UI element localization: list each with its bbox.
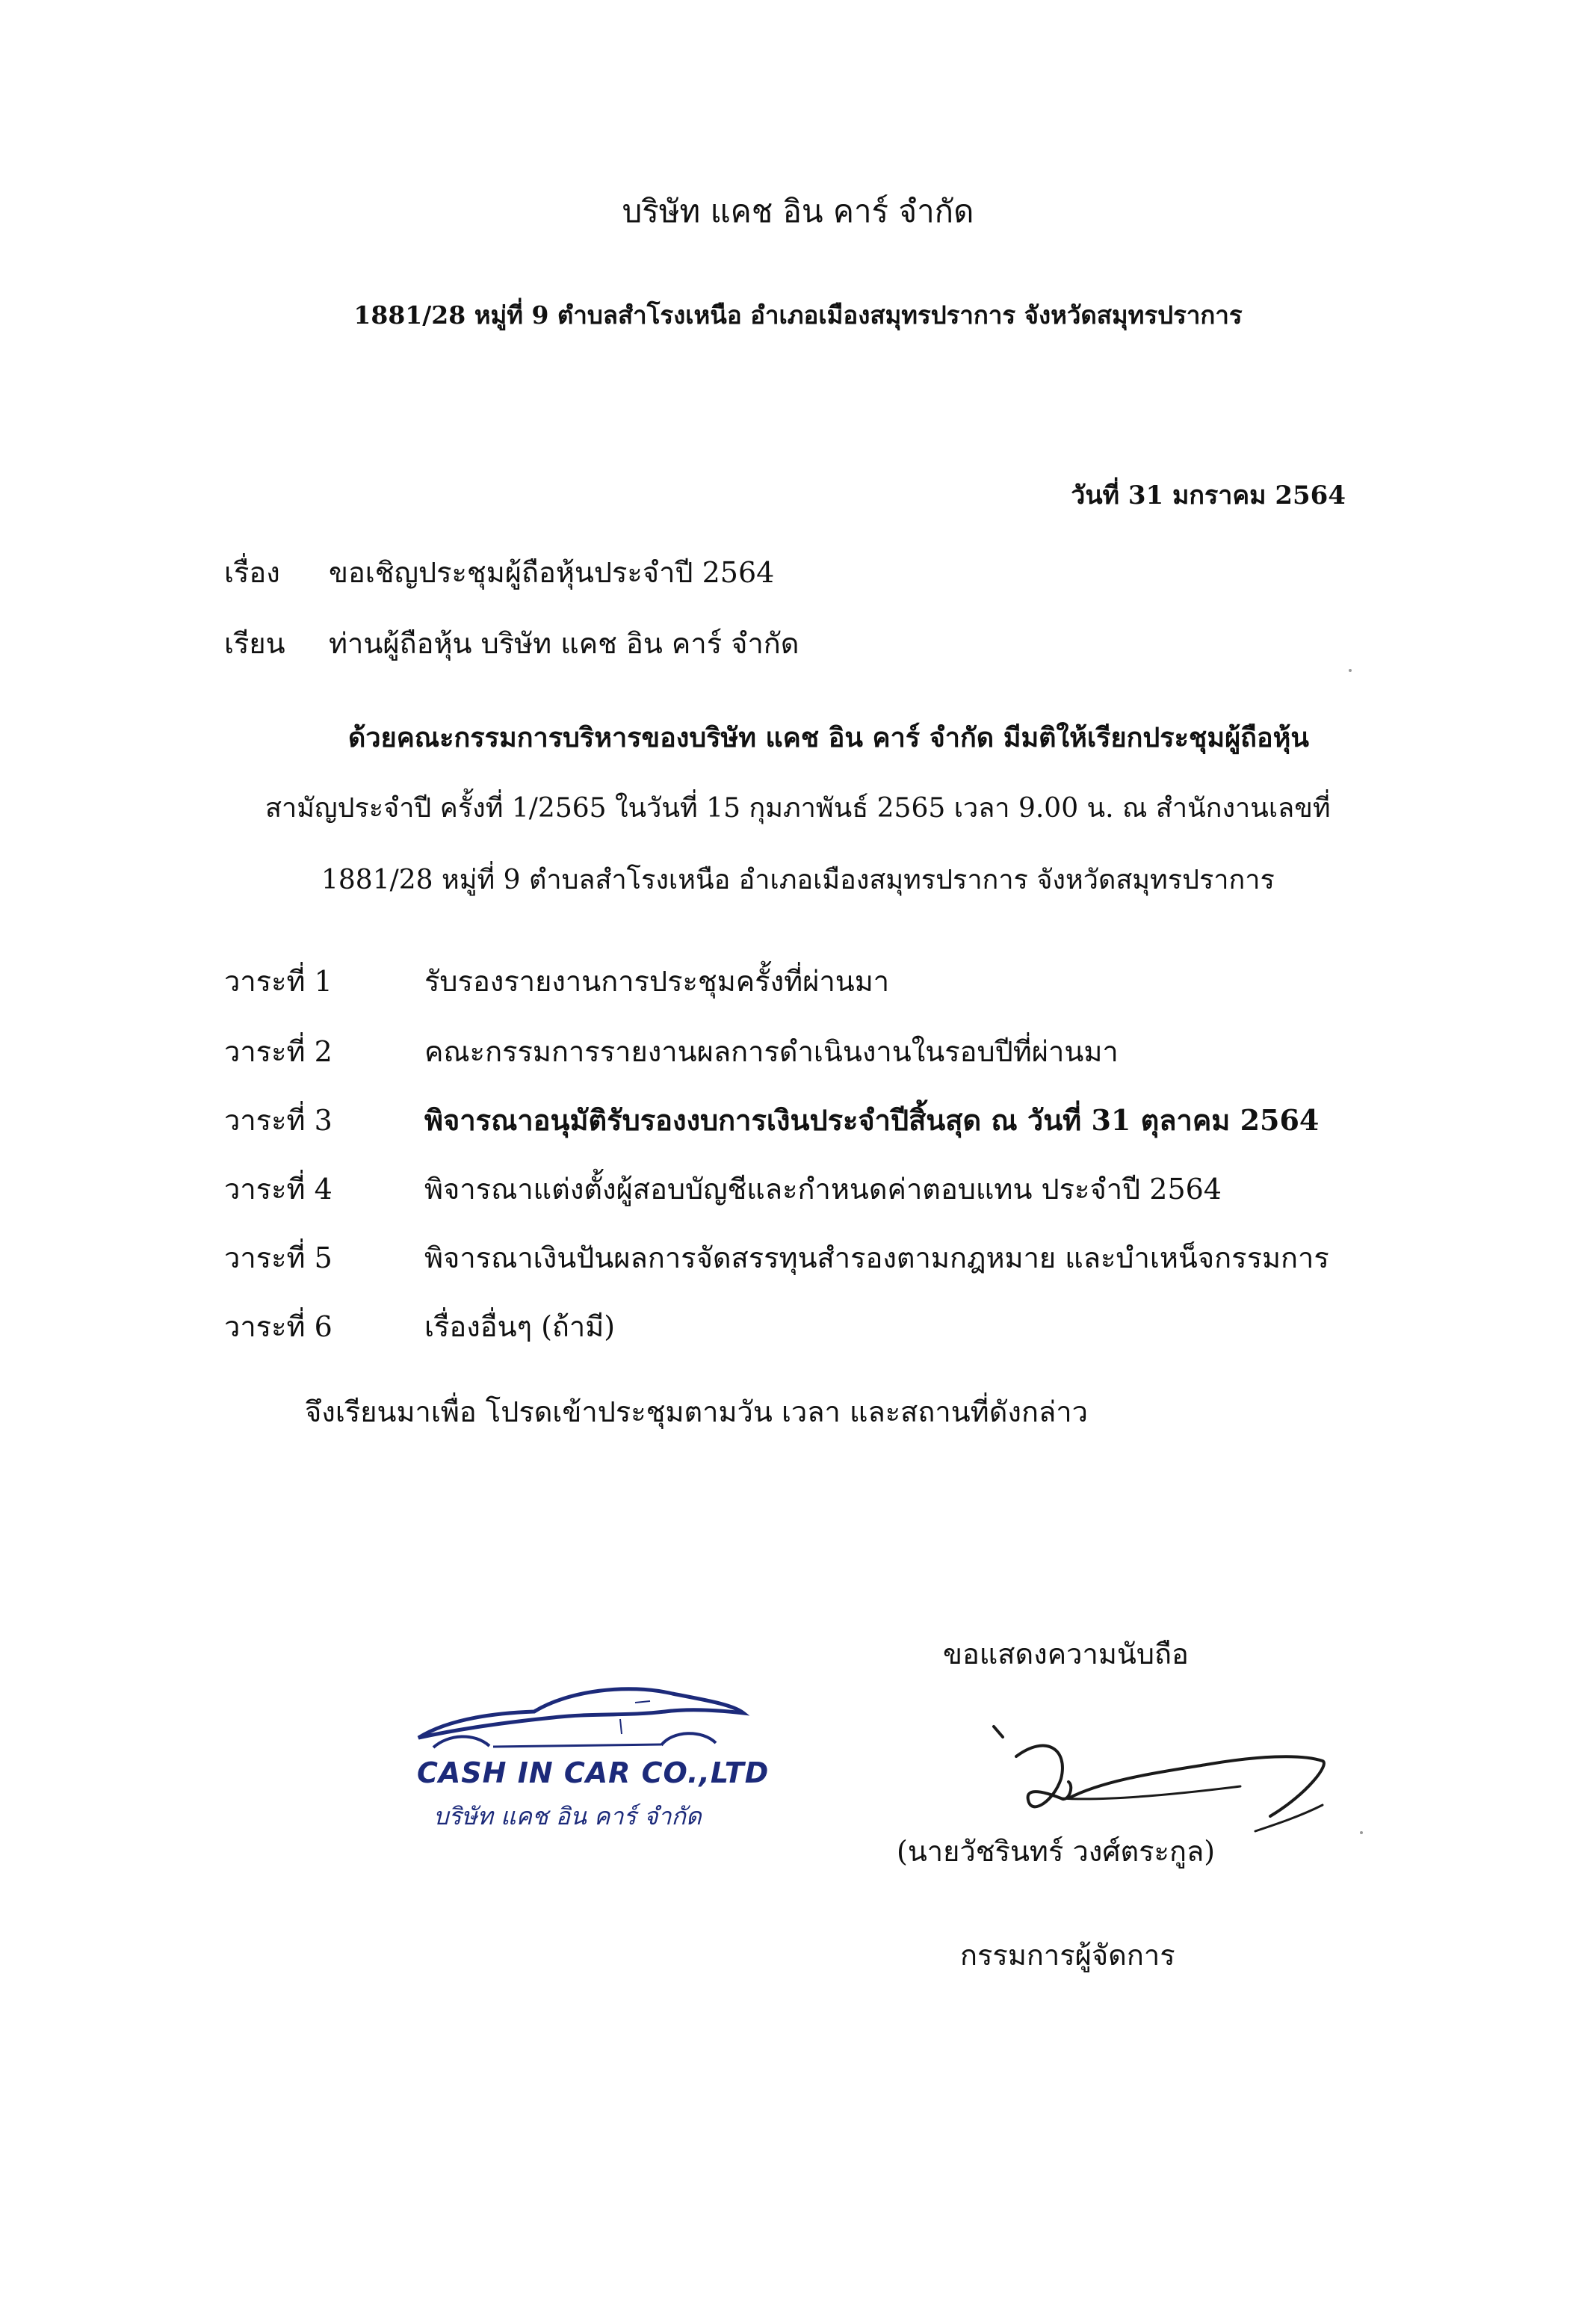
agenda-text: คณะกรรมการรายงานผลการดำเนินงานในรอบปีที่ผ่านมา [424,1035,1119,1068]
regards-text: ขอแสดงความนับถือ [943,1638,1189,1670]
scan-speck [1360,1831,1363,1834]
logo-subtitle: บริษัท แคช อิน คาร์ จำกัด [433,1802,702,1830]
logo-title: CASH IN CAR CO.,LTD [417,1756,770,1789]
subject-label: เรื่อง [224,556,280,589]
company-name: บริษัท แคช อิน คาร์ จำกัด [622,193,974,229]
agenda-label: วาระที่ 1 [224,965,332,998]
agenda-label: วาระที่ 5 [224,1241,332,1274]
signer-position: กรรมการผู้จัดการ [960,1939,1175,1972]
signer-name: (นายวัชรินทร์ วงศ์ตระกูล) [897,1835,1216,1868]
closing-line: จึงเรียนมาเพื่อ โปรดเข้าประชุมตามวัน เวลา และสถานที่ดังกล่าว [305,1395,1088,1428]
agenda-text: รับรองรายงานการประชุมครั้งที่ผ่านมา [424,965,890,998]
scan-speck [1349,669,1352,672]
body-line-1: ด้วยคณะกรรมการบริหารของบริษัท แคช อิน คาร์ จำกัด มีมติให้เรียกประชุมผู้ถือหุ้น [348,722,1309,753]
body-line-3: 1881/28 หมู่ที่ 9 ตำบลสำโรงเหนือ อำเภอเมืองสมุทรปราการ จังหวัดสมุทรปราการ [321,865,1275,895]
agenda-text: พิจารณาแต่งตั้งผู้สอบบัญชีและกำหนดค่าตอบแทน ประจำปี 2564 [424,1173,1222,1206]
subject-text: ขอเชิญประชุมผู้ถือหุ้นประจำปี 2564 [329,556,775,589]
agenda-text: พิจารณาอนุมัติรับรองงบการเงินประจำปีสิ้นสุด ณ วันที่ 31 ตุลาคม 2564 [424,1103,1320,1137]
company-logo [403,1674,770,1846]
agenda-label: วาระที่ 4 [224,1173,332,1206]
agenda-label: วาระที่ 3 [224,1104,332,1137]
letter-date: วันที่ 31 มกราคม 2564 [1071,481,1346,510]
agenda-text: พิจารณาเงินปันผลการจัดสรรทุนสำรองตามกฎหมาย และบำเหน็จกรรมการ [424,1241,1329,1274]
company-address: 1881/28 หมู่ที่ 9 ตำบลสำโรงเหนือ อำเภอเมืองสมุทรปราการ จังหวัดสมุทรปราการ [353,300,1243,330]
agenda-label: วาระที่ 2 [224,1035,332,1068]
recipient-label: เรียน [224,627,285,660]
agenda-text: เรื่องอื่นๆ (ถ้ามี) [424,1310,616,1343]
body-line-2: สามัญประจำปี ครั้งที่ 1/2565 ในวันที่ 15 กุมภาพันธ์ 2565 เวลา 9.00 น. ณ สำนักงานเลขที่ [265,793,1331,824]
recipient-text: ท่านผู้ถือหุ้น บริษัท แคช อิน คาร์ จำกัด [329,627,799,660]
car-silhouette-icon [403,1674,755,1756]
agenda-label: วาระที่ 6 [224,1310,332,1343]
